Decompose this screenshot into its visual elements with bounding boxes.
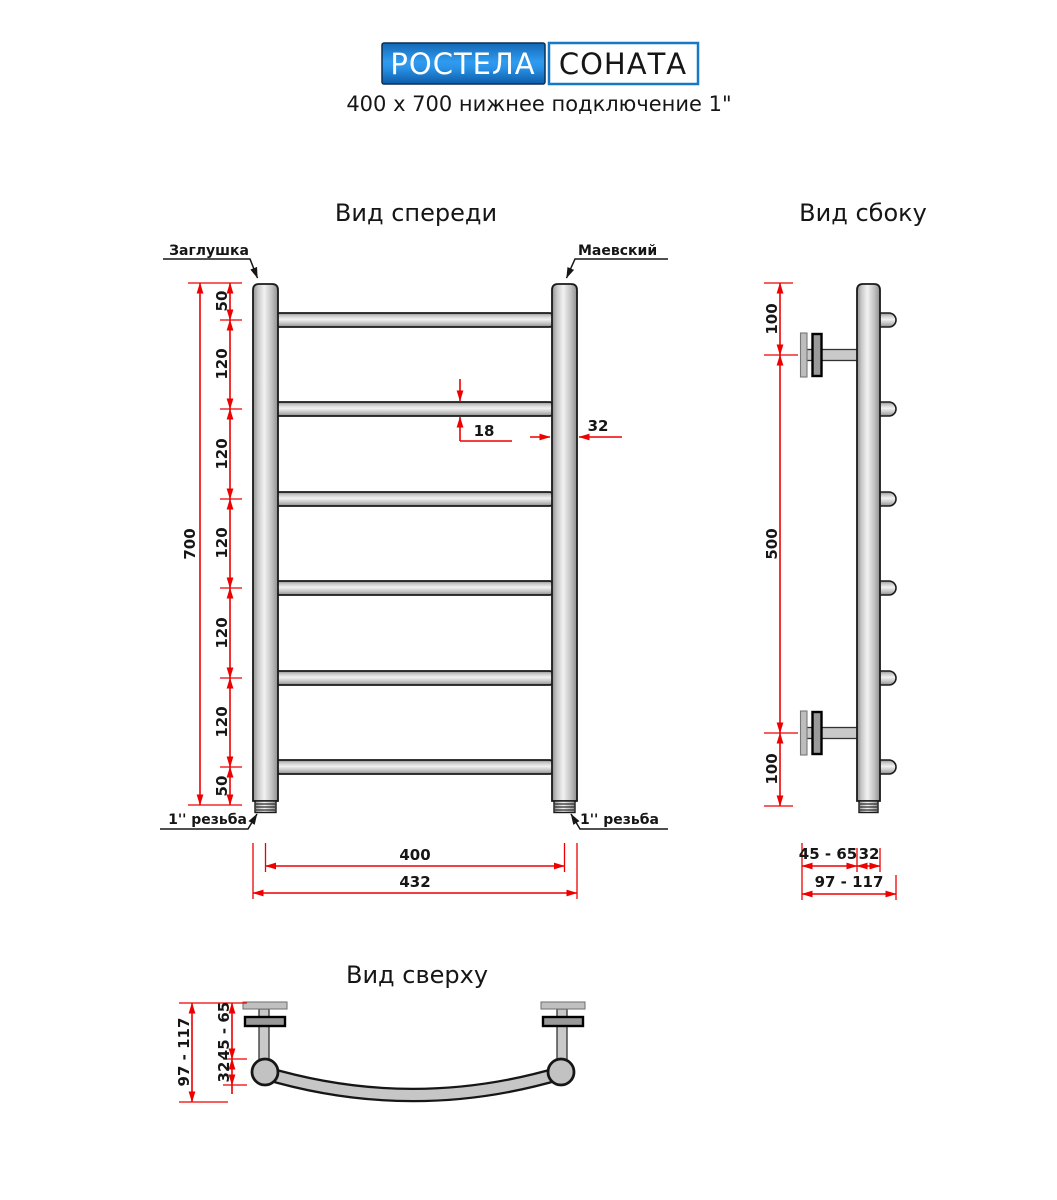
collar-left: [245, 1017, 285, 1026]
rung: [266, 671, 556, 685]
dim-label-432: 432: [399, 873, 431, 891]
thread-right-label: 1'' резьба: [580, 812, 659, 828]
subtitle-text: 400 х 700 нижнее подключение 1": [346, 92, 732, 116]
side-height-dimensions: [763, 283, 798, 806]
left-post: [253, 284, 278, 801]
rung: [266, 581, 556, 595]
side-view: [763, 199, 927, 900]
thread-left-label: 1'' резьба: [168, 812, 247, 828]
plug-leader-line: [163, 259, 258, 278]
top-view: [175, 961, 585, 1102]
dim-label-400: 400: [399, 846, 431, 864]
dim-label: 120: [213, 527, 231, 559]
dim-label-97-117: 97 - 117: [175, 1017, 193, 1087]
callout-thread-left: [160, 812, 257, 829]
header: [346, 43, 731, 116]
dim-label-45-65: 45 - 65: [215, 1001, 233, 1061]
dim-label: 50: [213, 290, 231, 312]
dim-label-700: 700: [181, 528, 199, 560]
front-rungs: [266, 313, 556, 774]
brand-logo-text: РОСТЕЛА: [390, 47, 536, 81]
side-bracket-bottom: [801, 711, 859, 755]
front-height-dimensions: [181, 283, 242, 805]
rung: [266, 402, 556, 416]
front-view-title: Вид спереди: [334, 199, 498, 227]
callout-plug: [163, 243, 258, 278]
dim-label: 120: [213, 617, 231, 649]
dim-label-97-117: 97 - 117: [814, 873, 884, 891]
side-post: [857, 284, 880, 801]
dim-label-32: 32: [215, 1061, 233, 1083]
side-depth-dimensions: [799, 843, 896, 900]
air-valve-leader-line: [567, 259, 669, 278]
post-section-right: [548, 1059, 574, 1085]
side-tube: [857, 284, 880, 813]
air-valve-label: Маевский: [578, 243, 658, 259]
rung: [266, 492, 556, 506]
wall-plate-right: [541, 1002, 585, 1009]
collar-right: [543, 1017, 583, 1026]
bracket-collar: [813, 334, 822, 376]
rung: [266, 313, 556, 327]
side-bracket-top: [801, 333, 859, 377]
top-depth-dimensions: [175, 1002, 247, 1102]
wall-plate-left: [243, 1002, 287, 1009]
dim-label: 120: [213, 706, 231, 738]
dim-label-32: 32: [587, 417, 609, 435]
dim-label: 50: [213, 775, 231, 797]
rung: [266, 760, 556, 774]
top-view-title: Вид сверху: [345, 961, 489, 989]
right-post: [552, 284, 577, 801]
callout-air-valve: [567, 243, 669, 278]
curved-rail: [265, 1073, 561, 1095]
dim-label: 120: [213, 348, 231, 380]
bracket-wall-plate: [801, 333, 808, 377]
bracket-collar: [813, 712, 822, 754]
side-view-title: Вид сбоку: [799, 199, 927, 227]
dim-label: 100: [763, 753, 781, 785]
bracket-wall-plate: [801, 711, 808, 755]
plug-label: Заглушка: [169, 243, 249, 259]
model-text: СОНАТА: [558, 47, 688, 81]
dim-label-32: 32: [858, 845, 880, 863]
dim-label: 120: [213, 438, 231, 470]
dim-label-45-65: 45 - 65: [798, 845, 858, 863]
front-view: [160, 199, 668, 899]
dim-label-18: 18: [473, 422, 495, 440]
front-posts: [253, 284, 577, 813]
dim-label: 500: [763, 528, 781, 560]
callout-thread-right: [571, 812, 668, 829]
dim-label: 100: [763, 303, 781, 335]
post-section-left: [252, 1059, 278, 1085]
front-width-dimensions: [253, 843, 577, 899]
